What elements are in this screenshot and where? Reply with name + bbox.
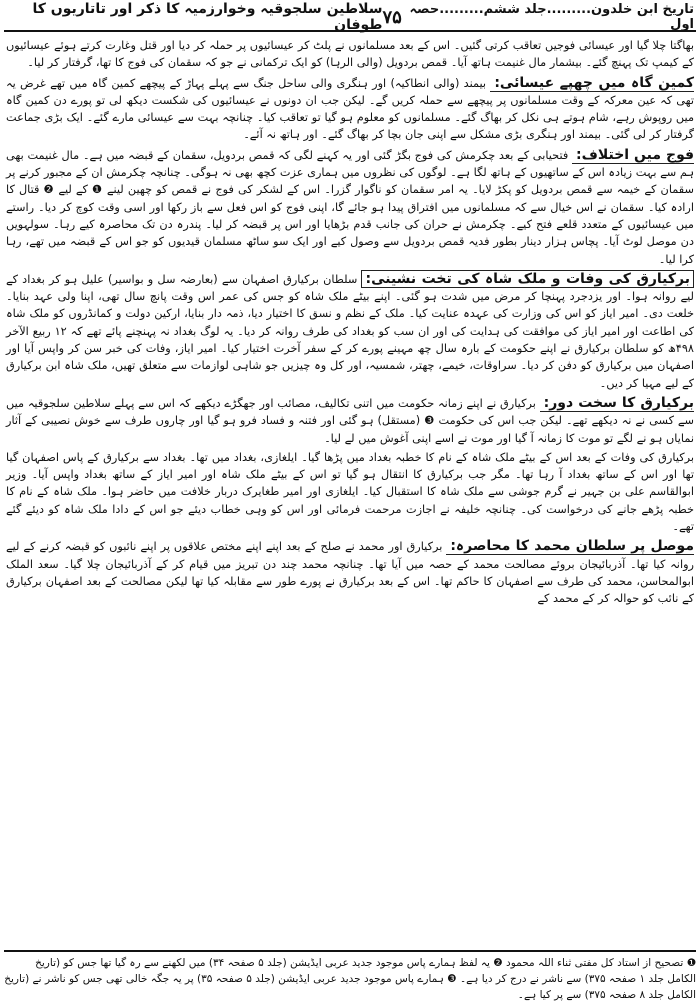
footnote: ❶ تصحیح از استاد کل مفتی ثناء اللہ محمود ❷ یہ لفظ ہمارے پاس موجود جدید عربی ایڈیشن (جلد ۵ صفحہ ۳۴) میں لکھنے سے رہ گیا تھا جس کو (تاریخ الکامل جلد ۱ صفحہ ۳۷۵) سے ناشر نے درج کر دیا ہے۔ ❸ ہمارے پاس موجود جدید عربی ایڈیشن (جلد ۵ صفحہ ۳۵) پر یہ جگہ خالی تھی جس کو ناشر نے (تاریخ الکامل جلد ۸ صفحہ ۳۷۵) سے پر کیا ہے۔ <box>4 957 696 1001</box>
footnotes <box>4 950 696 1003</box>
section-heading: برکیارق کی وفات و ملک شاہ کی تخت نشینی: <box>361 270 694 288</box>
paragraph <box>6 271 694 392</box>
paragraph <box>6 75 694 144</box>
header-book-title: تاریخ ابن خلدون.........جلد ششم.........حصہ اول <box>409 2 694 32</box>
paragraph-text: فتحیابی کے بعد چکرمش کی فوج بگڑ گئی اور یہ کہنے لگی کہ قمص بردویل، سقمان کے قبضہ میں ہے۔ مال غنیمت بھی ہم سے بہت زیادہ اس کے ساتھیوں کے ہاتھ لگا ہے۔ لوگوں کی نظروں میں ہماری عزت کچھ بھی نہ ہوگی۔ چنانچہ چکرمش ان کے مجبور کرنے پر سقمان کے خیمہ سے قمص بردویل کو پکڑ لایا۔ یہ امر سقمان کو ناگوار گزرا۔ اس کے لشکر کی فوج نے قمص کو چھین لینے ❶ کے لیے ❷ قتال کا ارادہ کیا۔ سقمان نے اس خیال سے کہ مسلمانوں میں افتراق پیدا ہو جائے گا، اپنی فوج کو اس فعل سے باز رکھا اور اسی وقت کوچ کر دیا۔ راستے میں عیسائیوں کے متعدد قلعے فتح کیے۔ چکرمش نے حران کی جانب قدم بڑھایا اور اس پر قبضہ کر لیا۔ پندرہ دن تک محاصرہ کیے رہا۔ سولہویں دن موصل لوٹ آیا۔ پچاس ہزار دینار بطور فدیہ قمص بردویل سے وصول کیے اور ایک سو ساٹھ مسلمان قیدیوں کو جو اس کے قبضہ میں تھے، رہا کرا لیا۔ <box>6 148 694 266</box>
page-number: ۷۵ <box>382 6 402 28</box>
header-chapter-title: سلاطین سلجوقیہ وخوارزمیہ کا ذکر اور تاتاریوں کا طوفان <box>32 1 383 33</box>
section-ambush <box>6 75 694 144</box>
running-header <box>4 1 696 33</box>
section-barkiyaruq-death <box>6 271 694 392</box>
paragraph-text: سلطان برکیارق اصفہان سے (بعارضہ سل و بواسیر) علیل ہو کر بغداد کے لیے روانہ ہوا۔ اور یزدجرد پہنچا کر مرض میں شدت ہو گئی۔ اپنے بیٹے ملک شاہ کو جس کی عمر اس وقت پانچ سال تھی، اپنا ولی عہد بنایا۔ خلعت دی۔ امیر ایاز کو اس کی وزارت کی عہدہ عنایت کیا۔ ملک کے نظم و نسق کا اختیار دیا، ذمہ دار بنایا، ارکین دولت و کمانڈروں کو ملک شاہ کی اطاعت اور امیر ایاز کی موافقت کی ہدایت کی اور ان سب کو بغداد کی طرف روانہ کر دیا۔ یہ لوگ بغداد نہ پہنچنے پائے تھے کہ ۱۲ ربیع الآخر ۴۹۸ھ کو سلطان برکیارق نے اپنے حکومت کے بارہ سال چھ مہینے پورے کر کے سفر آخرت اختیار کیا۔ امیر ایاز، وفات کی خبر سن کر واپس آیا اور اصفہان میں برکیارق کو دفن کر دیا۔ سراوقات، خیمے، چھتر، شمسیہ، اور کل وہ چیزیں جو شاہی لوازمات سے متعلق تھیں، ملک شاہ ابن برکیارق کے لیے مہیا کر دیں۔ <box>6 272 694 390</box>
section-army-dispute <box>6 147 694 268</box>
paragraph: بھاگتا چلا گیا اور عیسائی فوجیں تعاقب کرتی گئیں۔ اس کے بعد مسلمانوں نے پلٹ کر عیسائیوں پر حملہ کر دیا اور قتل وغارت کرتے ہوئے عیسائیوں کے کیمپ تک پہنچ گئے۔ بیشمار مال غنیمت ہاتھ آیا۔ قمص بردویل (والی الرہا) کو ایک ترکمانی نے جو کہ سقمان کی فوج کا تھا، گرفتار کر لیا۔ <box>6 39 694 70</box>
paragraph <box>6 395 694 447</box>
page-body <box>4 32 696 608</box>
paragraph-text: بیمند (والی انطاکیہ) اور ہنگری والی ساحل جنگ سے پہلے پہاڑ کے پیچھے کمین گاہ میں تھے غرض یہ تھی کہ عین معرکہ کے وقت مسلمانوں پر پیچھے سے حملہ کریں گے۔ لیکن جب ان دونوں نے عیسائیوں کی شکست دیکھ لی تو پورے دن کمین گاہ میں روپوش رہے، شام ہوتے ہی نکل کر بھاگ گئے۔ مسلمانوں کو معلوم ہو گیا تو تعاقب کیا۔ چنانچہ بہت سے عیسائی مارے گئے۔ ایک بڑی جماعت گرفتار کر لی گئی۔ بیمند اور ہنگری بڑی مشکل سے اپنی جان بچا کر بھاگ گئے۔ اور ہاتھ نہ آئے۔ <box>6 76 694 142</box>
section-heading: کمین گاہ میں چھپے عیسائی: <box>490 75 694 92</box>
header-right <box>402 2 694 32</box>
section-heading: موصل پر سلطان محمد کا محاصرہ: <box>446 538 694 555</box>
paragraph: برکیارق کی وفات کے بعد اس کے بیٹے ملک شاہ کے نام کا خطبہ بغداد میں پڑھا گیا۔ ایلغازی، بغداد میں تھا۔ بغداد سے برکیارق کے پاس اصفہان گیا تھا اور اس کے ساتھ بغداد آ رہا تھا۔ مگر جب برکیارق کا انتقال ہو گیا تو اس کے بیٹے ملک شاہ اور امیر ایاز کے ساتھ بغداد واپس آیا۔ وزیر ابوالقاسم علی بن جہیر نے گرم جوشی سے ملک شاہ کا استقبال کیا۔ ایلغازی اور امیر طغایرک دربار خلافت میں حاضر ہوا۔ ملک شاہ کے نام کا خطبہ پڑھے جانے کی درخواست کی۔ چنانچہ خلیفہ نے اجازت مرحمت فرمائی اور اس کو وہی خطاب دیئے جو اس کے دادا ملک شاہ کو دیئے گئے تھے۔ <box>6 450 694 534</box>
section-hard-era <box>6 395 694 535</box>
paragraph-text: برکیارق نے اپنے زمانہ حکومت میں اتنی تکالیف، مصائب اور جھگڑے دیکھے کہ اس سے پہلے سلاطین سلجوقیہ میں سے کسی نے نہ دیکھے تھے۔ لیکن جب اس کی حکومت ❸ (مستقل) ہو گئی اور فتنہ و فساد فرو ہو گیا اور چاروں طرف سے خوش نصیبی کے آثار نمایاں ہو نے لگے تو موت کا زمانہ آ گیا اور موت نے اسے اپنی آغوش میں لے لیا۔ <box>6 396 694 445</box>
section-intro <box>6 37 694 72</box>
paragraph-text: برکیارق اور محمد نے صلح کے بعد اپنے اپنے مختص علاقوں پر اپنے نائبوں کو قبضہ کرنے کے لیے روانہ کیا تھا۔ آذربائیجان بروئے مصالحت محمد کے حصہ میں آیا تھا۔ چنانچہ محمد چند دن تبریز میں قیام کر کے آذربائیجان چلا گیا۔ سعد الملک ابوالمحاسن، محمد کی طرف سے اصفہان کا حاکم تھا۔ اس کے بعد برکیارق نے پورے طور سے مقابلہ کیا تھا لیکن مصالحت کے بعد اصفہان برکیارق کے نائب کو حوالہ کر کے محمد کے <box>6 540 694 606</box>
section-heading: فوج میں اختلاف: <box>572 147 694 164</box>
section-heading: برکیارق کا سخت دور: <box>540 395 694 412</box>
paragraph <box>6 147 694 268</box>
section-mosul-siege <box>6 538 694 607</box>
paragraph <box>6 538 694 607</box>
